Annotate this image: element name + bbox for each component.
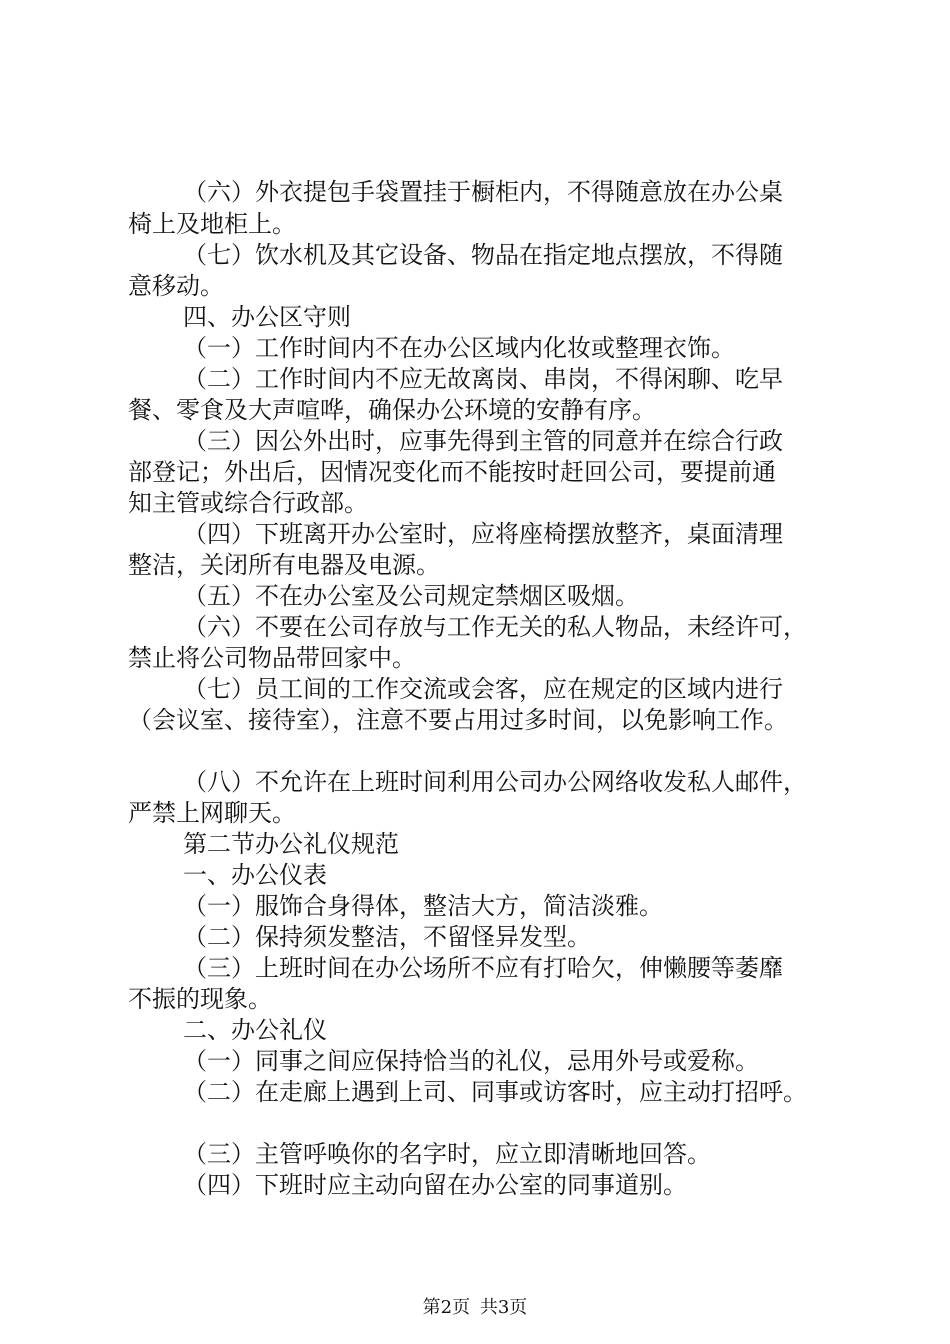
text-line: 严禁上网聊天。	[128, 799, 296, 827]
page-number: 第2页	[422, 1297, 471, 1318]
text-line: （八）不允许在上班时间利用公司办公网络收发私人邮件，	[183, 768, 807, 796]
text-line: （一）同事之间应保持恰当的礼仪，忌用外号或爱称。	[183, 1047, 759, 1075]
text-line: 整洁，关闭所有电器及电源。	[128, 551, 440, 579]
text-line: （六）不要在公司存放与工作无关的私人物品，未经许可，	[183, 613, 807, 641]
text-line: （四）下班时应主动向留在办公室的同事道别。	[183, 1171, 687, 1199]
text-line: （一）工作时间内不在办公区域内化妆或整理衣饰。	[183, 334, 735, 362]
text-line: （三）因公外出时，应事先得到主管的同意并在综合行政	[183, 427, 783, 455]
text-line: （三）上班时间在办公场所不应有打哈欠，伸懒腰等萎靡	[183, 954, 783, 982]
text-line: （七）饮水机及其它设备、物品在指定地点摆放，不得随	[183, 241, 783, 269]
page-total: 共3页	[479, 1297, 528, 1318]
text-line: （五）不在办公室及公司规定禁烟区吸烟。	[183, 582, 639, 610]
text-line: （六）外衣提包手袋置挂于橱柜内，不得随意放在办公桌	[183, 178, 783, 206]
text-line: （四）下班离开办公室时，应将座椅摆放整齐，桌面清理	[183, 520, 783, 548]
text-line: （七）员工间的工作交流或会客，应在规定的区域内进行	[183, 675, 783, 703]
text-line: （二）工作时间内不应无故离岗、串岗，不得闲聊、吃早	[183, 365, 783, 393]
page-footer	[0, 1296, 950, 1320]
text-line: 知主管或综合行政部。	[128, 489, 368, 517]
text-line: （二）保持须发整洁，不留怪异发型。	[183, 923, 591, 951]
text-line: 不振的现象。	[128, 985, 272, 1013]
section-heading: 第二节办公礼仪规范	[183, 830, 399, 858]
text-line: 椅上及地柜上。	[128, 210, 296, 238]
text-line: （二）在走廊上遇到上司、同事或访客时，应主动打招呼。	[183, 1078, 807, 1106]
section-heading: 二、办公礼仪	[183, 1016, 327, 1044]
text-line: 餐、零食及大声喧哗，确保办公环境的安静有序。	[128, 396, 656, 424]
text-line: （一）服饰合身得体，整洁大方，简洁淡雅。	[183, 892, 663, 920]
text-line: 禁止将公司物品带回家中。	[128, 644, 416, 672]
text-line: 意移动。	[128, 272, 224, 300]
text-line: （会议室、接待室），注意不要占用过多时间，以免影响工作。	[128, 706, 788, 734]
text-line: （三）主管呼唤你的名字时，应立即清晰地回答。	[183, 1140, 711, 1168]
text-line: 部登记；外出后，因情况变化而不能按时赶回公司，要提前通	[128, 458, 776, 486]
section-heading: 一、办公仪表	[183, 861, 327, 889]
section-heading: 四、办公区守则	[183, 303, 351, 331]
